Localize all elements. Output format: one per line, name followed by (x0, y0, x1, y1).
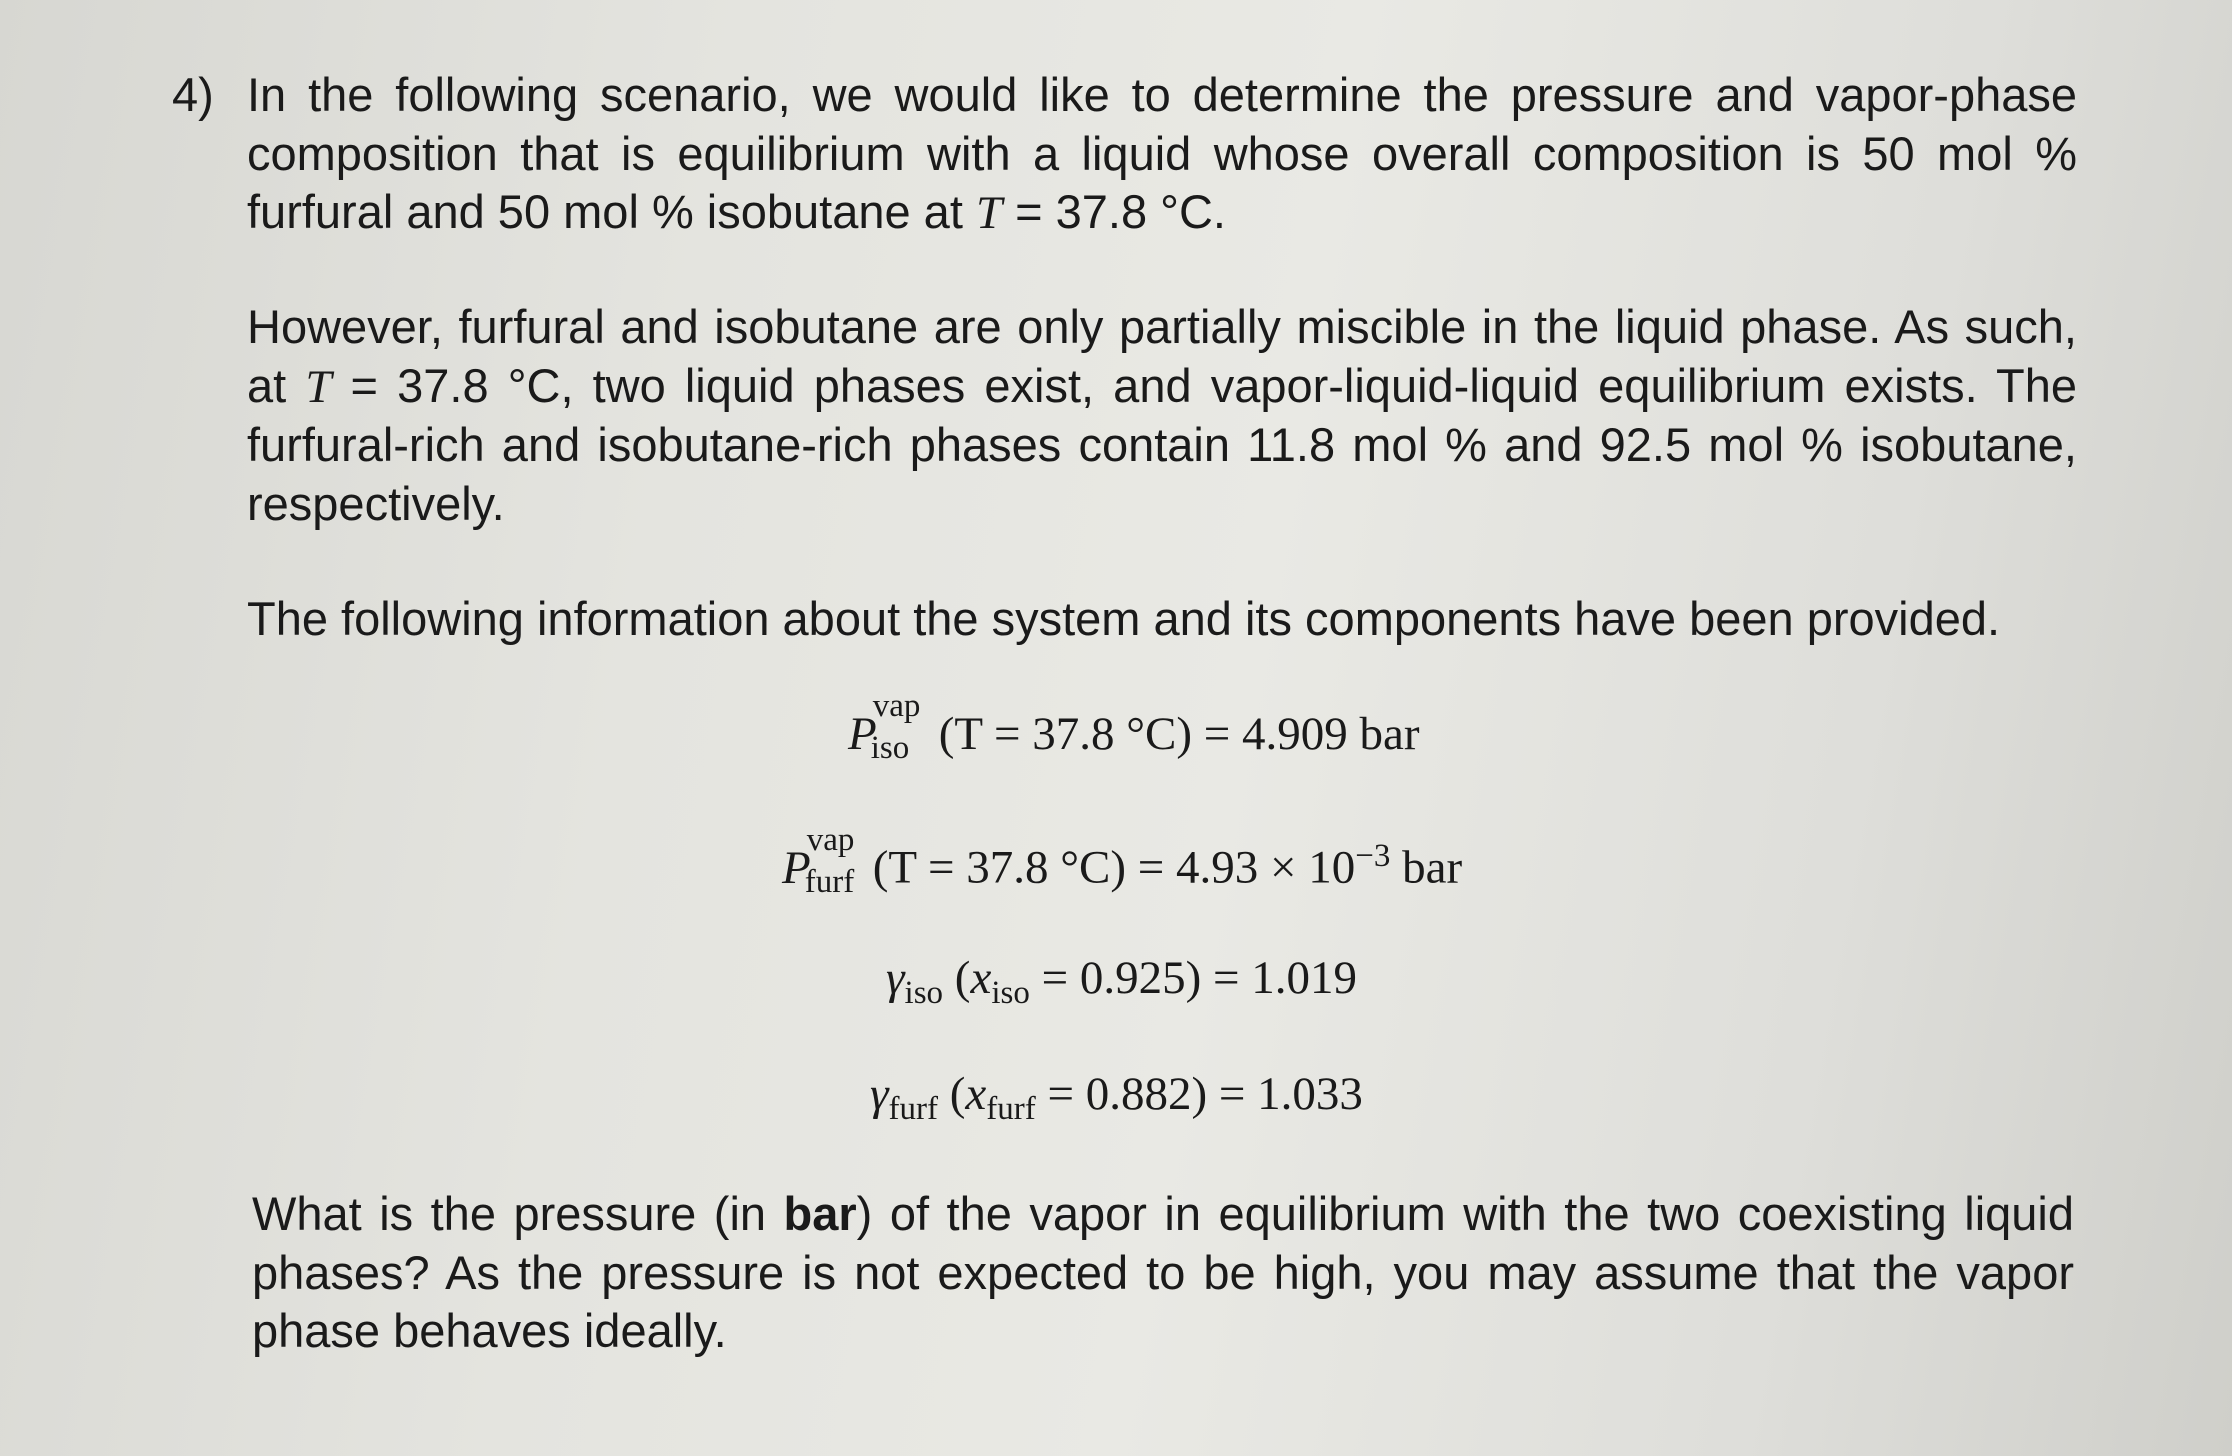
ask-bold-unit: bar (783, 1187, 857, 1240)
miscibility-temperature-var: T (305, 360, 332, 413)
ask-text-b: ) of the vapor in equilibrium with the two coexisting liquid phases? As the pressure is not expected to be high, you may assume that the vapor phase behaves ideally. (252, 1187, 2074, 1357)
equation-isobutane-activity (886, 948, 1357, 1023)
eq2-unit: bar (1390, 841, 1463, 894)
eq1-symbol: P vap iso (848, 688, 921, 766)
eq3-x: x (970, 952, 992, 1004)
eq4-open: ( (938, 1068, 966, 1120)
intro-temperature-var: T (975, 187, 1003, 239)
eq2-exponent: −3 (1355, 838, 1391, 874)
ask-text-a: What is the pressure (in (252, 1187, 784, 1240)
eq1-rest: (T = 37.8 °C) = 4.909 bar (938, 708, 1420, 760)
eq4-rest: = 0.882) = 1.033 (1035, 1068, 1363, 1120)
eq4-gamma: γ (870, 1068, 889, 1120)
eq3-rest: = 0.925) = 1.019 (1029, 952, 1358, 1004)
eq3-gamma-subscript: iso (904, 975, 944, 1011)
eq2-subscript: furf (804, 863, 855, 900)
miscibility-text-b: = 37.8 °C, two liquid phases exist, and vapor-liquid-liquid equilibrium exists. The furfural-rich and isobutane-rich phases contain 11.8 mol % and 92.5 mol % isobutane, respectively. (247, 358, 2077, 530)
eq4-x-subscript: furf (986, 1091, 1036, 1127)
eq3-x-subscript: iso (991, 975, 1030, 1011)
eq2-symbol: P vap furf (782, 821, 855, 900)
intro-text-a: In the following scenario, we would like to determine the pressure and vapor-phase composition that is equilibrium with a liquid whose overall composition is 50 mol % furfural and 50 mol % isobutane at (247, 68, 2077, 238)
eq4-x: x (965, 1068, 987, 1120)
miscibility-text-a: However, furfural and isobutane are only partially miscible in the liquid phase. As such, at (247, 300, 2077, 412)
equation-isobutane-vapor-pressure (848, 688, 1420, 766)
eq3-gamma: γ (886, 952, 905, 1004)
miscibility-paragraph (247, 298, 2077, 533)
question-number: 4) (172, 68, 214, 121)
eq1-superscript: vap (872, 688, 921, 724)
eq2-superscript: vap (806, 821, 855, 858)
intro-paragraph (247, 66, 2077, 243)
equation-furfural-vapor-pressure (782, 821, 1463, 900)
question-paragraph (252, 1185, 2074, 1361)
eq1-subscript: iso (870, 730, 910, 766)
eq4-gamma-subscript: furf (888, 1091, 938, 1127)
equation-furfural-activity (870, 1064, 1363, 1139)
eq2-rest: (T = 37.8 °C) = 4.93 × 10 (872, 841, 1356, 894)
intro-text-b: = 37.8 °C. (1002, 185, 1226, 238)
info-intro-paragraph: The following information about the system and its components have been provided. (247, 592, 2001, 645)
eq3-open: ( (943, 952, 971, 1004)
